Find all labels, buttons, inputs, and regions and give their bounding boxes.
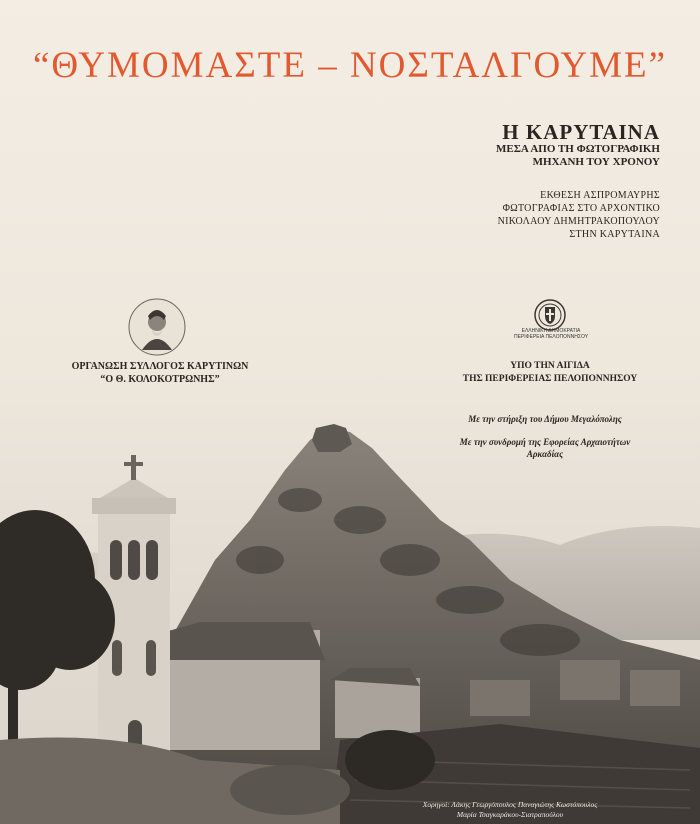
patronage-line: ΤΗΣ ΠΕΡΙΦΕΡΕΙΑΣ ΠΕΛΟΠΟΝΝΗΣΟΥ	[462, 374, 638, 384]
organizer	[52, 360, 268, 386]
tree-left	[0, 510, 115, 760]
support-ephorate-line: Αρκαδίας	[526, 449, 564, 459]
patronage-line: ΥΠΟ ΤΗΝ ΑΙΓΙΔΑ	[510, 361, 590, 371]
support-ephorate	[420, 436, 670, 460]
region-emblem-caption	[491, 328, 611, 340]
exhibition-info	[498, 189, 660, 241]
patronage	[430, 360, 670, 386]
subtitle-line: ΜΕΣΑ ΑΠΟ ΤΗ ΦΩΤΟΓΡΑΦΙΚΗ	[495, 143, 660, 155]
exhibition-line: ΣΤΗΝ ΚΑΡΥΤΑΙΝΑ	[569, 229, 660, 240]
exhibition-line: ΦΩΤΟΓΡΑΦΙΑΣ ΣΤΟ ΑΡΧΟΝΤΙΚΟ	[502, 203, 660, 214]
support-municipality: Με την στήριξη του Δήμου Μεγαλόπολης	[468, 414, 622, 424]
credits-line: Μαρία Τσαγκαράκου-Σιατραπούλου	[456, 810, 564, 819]
region-emblem-line: ΕΛΛΗΝΙΚΗ ΔΗΜΟΚΡΑΤΙΑ	[521, 328, 581, 334]
main-title: “ΘΥΜΟΜΑΣΤΕ – ΝΟΣΤΑΛΓΟΥΜΕ”	[32, 45, 668, 86]
subtitle-line: ΜΗΧΑΝΗ ΤΟΥ ΧΡΟΝΟΥ	[532, 156, 660, 168]
support-ephorate-line: Με την συνδρομή της Εφορείας Αρχαιοτήτων	[459, 437, 631, 447]
subtitle	[496, 143, 660, 169]
sponsors-credits	[380, 800, 640, 820]
exhibition-line: ΝΙΚΟΛΑΟΥ ΔΗΜΗΤΡΑΚΟΠΟΥΛΟΥ	[497, 216, 660, 227]
kolokotronis-portrait-icon	[128, 298, 186, 356]
credits-line: Χορηγοί: Λάκης Γεωργόπουλος Παναγιώτης Κωστόπουλος	[422, 800, 598, 809]
organizer-line: “Ο Θ. ΚΟΛΟΚΟΤΡΩΝΗΣ”	[100, 374, 220, 385]
exhibition-line: ΕΚΘΕΣΗ ΑΣΠΡΟΜΑΥΡΗΣ	[540, 190, 660, 201]
greek-coat-of-arms-icon	[533, 298, 567, 332]
castle-ruins	[312, 424, 352, 452]
organizer-line: ΟΡΓΑΝΩΣΗ ΣΥΛΛΟΓΟΣ ΚΑΡΥΤΙΝΩΝ	[71, 361, 249, 372]
place-name: Η ΚΑΡΥΤΑΙΝΑ	[502, 120, 660, 144]
region-emblem-line: ΠΕΡΙΦΕΡΕΙΑ ΠΕΛΟΠΟΝΝΗΣΟΥ	[513, 334, 589, 340]
